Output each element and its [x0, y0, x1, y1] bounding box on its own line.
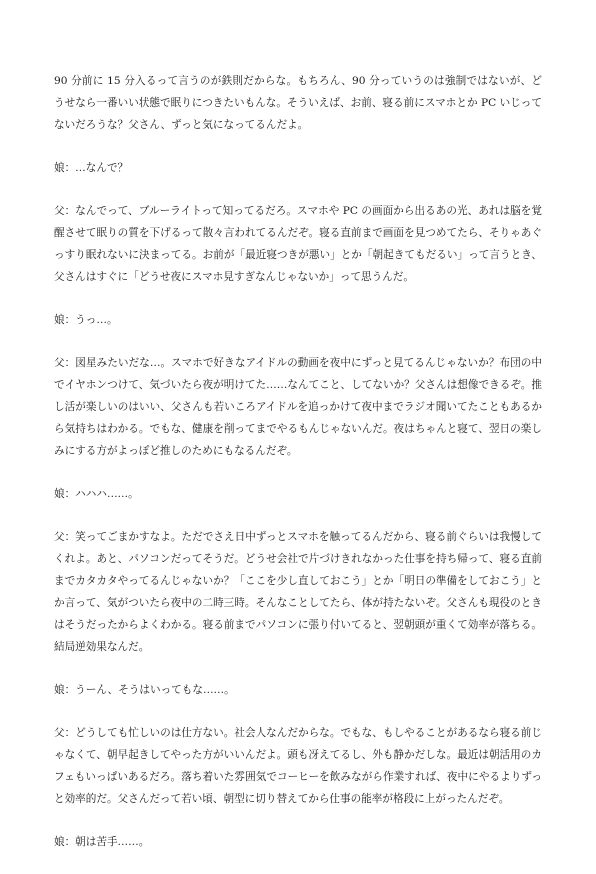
paragraph-daughter-line: 娘：…なんで？	[54, 162, 129, 174]
paragraph-father-line: 父：図星みたいだな…。スマホで好きなアイドルの動画を夜中にずっと見てるんじゃないか？布団の中でイヤホンつけて、気づいたら夜が明けてた……なんてこと、してないか？父さんは想像できるぞ。推し活が楽しいのはいい、父さんも若いころアイドルを追っかけて夜中までラジオ聞いてたこともあるから気持ちはわかる。でもな、健康を削ってまでやるもんじゃないんだ。夜はちゃんと寝て、翌日の楽しみにする方がよっぽど推しのためにもなるんだぞ。	[54, 357, 542, 457]
paragraph-daughter-line: 娘：ハハハ……。	[54, 488, 139, 500]
paragraph-daughter-line: 娘：朝は苦手……。	[54, 836, 150, 848]
paragraph-father-line: 父：なんでって、ブルーライトって知ってるだろ。スマホや PC の画面から出るあの光、あれは脳を覚醒させて眠りの質を下げるって散々言われてるんだぞ。寝る直前まで画面を見つめてたら、そりゃあぐっすり眠れないに決まってる。お前が「最近寝つきが悪い」とか「朝起きてもだるい」って言うとき、父さんはすぐに「どうせ夜にスマホ見すぎなんじゃないか」って思うんだ。	[54, 205, 542, 283]
paragraph-daughter-line: 娘：うっ…。	[54, 314, 118, 326]
paragraph-father-line: 父：笑ってごまかすなよ。ただでさえ日中ずっとスマホを触ってるんだから、寝る前ぐらいは我慢してくれよ。あと、パソコンだってそうだ。どうせ会社で片づけきれなかった仕事を持ち帰って、寝る直前までカタカタやってるんじゃないか？「ここを少し直しておこう」とか「明日の準備をしておこう」とか言って、気がついたら夜中の二時三時。そんなことしてたら、体が持たないぞ。父さんも現役のときはそうだったからよくわかる。寝る前までパソコンに張り付いてると、翌朝頭が重くて効率が落ちる。結局逆効果なんだ。	[54, 531, 542, 653]
document-body	[54, 70, 542, 874]
paragraph-father-line: 父：どうしても忙しいのは仕方ない。社会人なんだからな。でもな、もしやることがあるなら寝る前じゃなくて、朝早起きしてやった方がいいんだよ。頭も冴えてるし、外も静かだしな。最近は朝活用のカフェもいっぱいあるだろ。落ち着いた雰囲気でコーヒーを飲みながら作業すれば、夜中にやるよりずっと効率的だ。父さんだって若い頃、朝型に切り替えてから仕事の能率が格段に上がったんだぞ。	[54, 727, 542, 805]
paragraph-intro: 90 分前に 15 分入るって言うのが鉄則だからな。もちろん、90 分っていうのは強制ではないが、どうせなら一番いい状態で眠りにつきたいもんな。そういえば、お前、寝る前にスマホとか PC いじってないだろうな？父さん、ずっと気になってるんだよ。	[54, 75, 542, 131]
paragraph-daughter-line: 娘：うーん、そうはいってもな……。	[54, 684, 235, 696]
